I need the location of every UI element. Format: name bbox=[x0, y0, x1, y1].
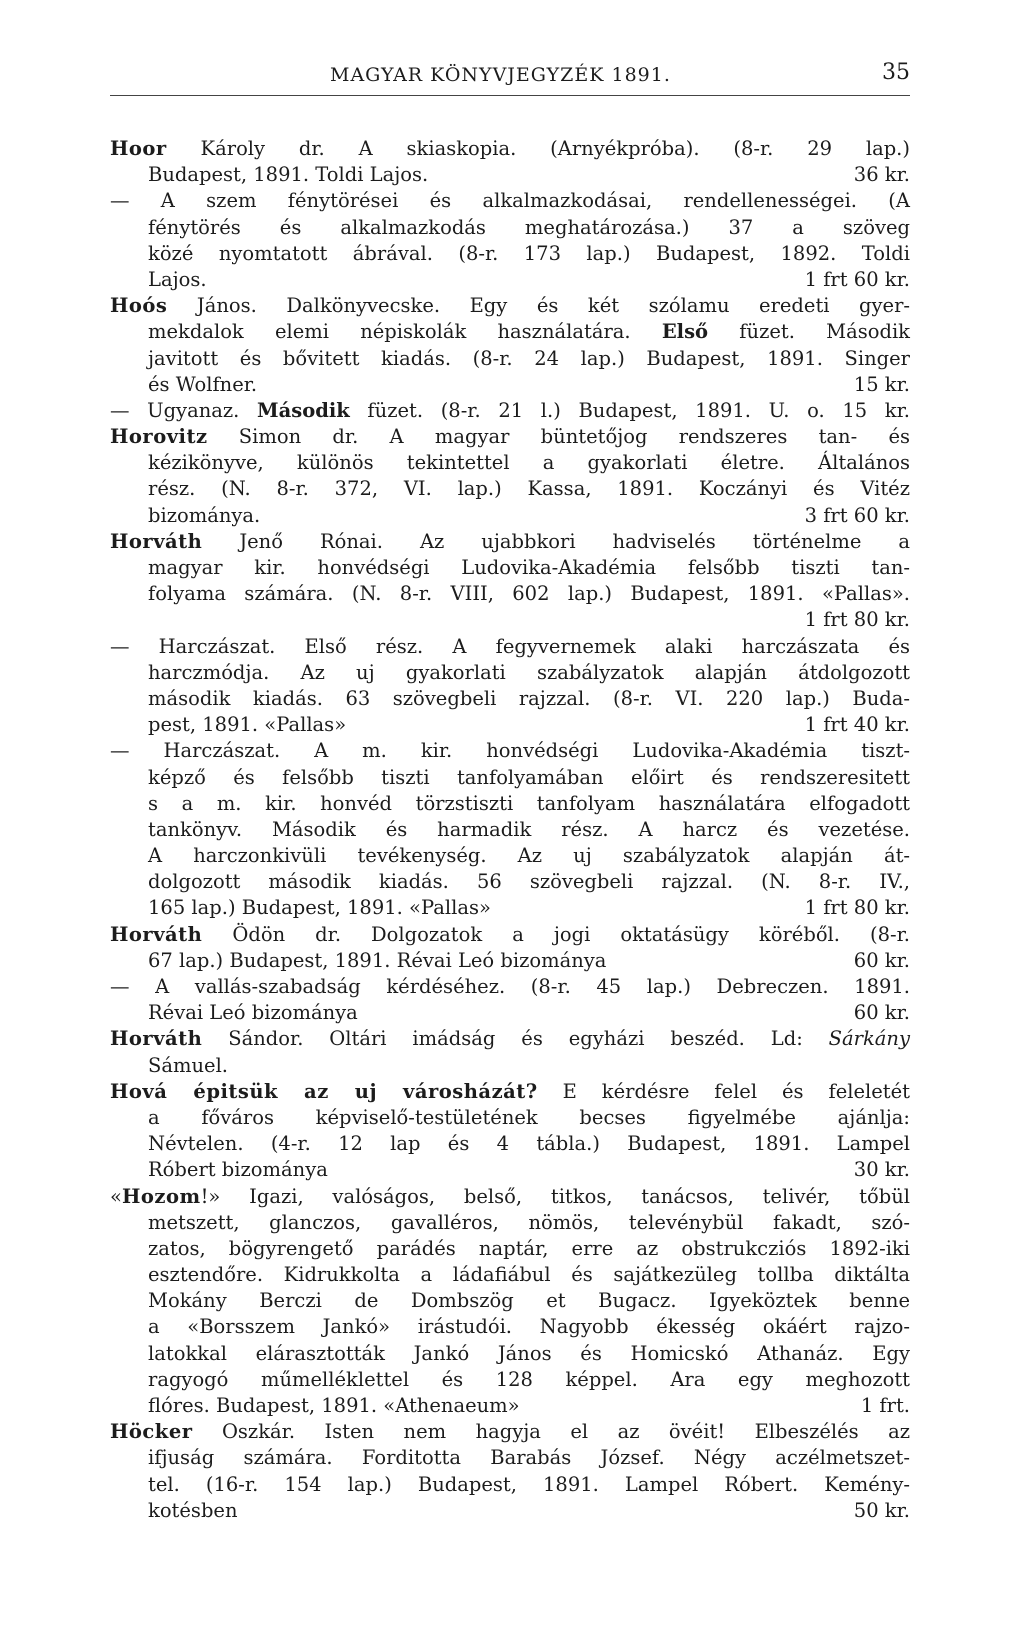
line-text bbox=[110, 1420, 910, 1443]
line-segment: Budapest, 1891. Toldi Lajos. bbox=[148, 163, 429, 187]
line-segment: tankönyv. Második és harmadik rész. A harcz és vezetése. bbox=[148, 817, 910, 841]
line-segment: javitott és bővitett kiadás. (8-r. 24 lap.) Budapest, 1891. Singer bbox=[148, 346, 910, 370]
line-text bbox=[148, 712, 346, 738]
entry-line bbox=[110, 712, 910, 738]
line-segment: metszett, glanczos, gavalléros, nömös, televénybül fakadt, szó- bbox=[148, 1210, 910, 1234]
line-text bbox=[148, 320, 910, 343]
line-segment: János. Dalkönyvecske. Egy és két szólamu eredeti gyer- bbox=[167, 294, 910, 318]
line-text bbox=[110, 1185, 910, 1208]
catalog-entry bbox=[110, 293, 910, 424]
line-segment: Második bbox=[257, 398, 350, 422]
line-text bbox=[148, 582, 910, 605]
entry-heading: Hozom bbox=[121, 1184, 201, 1208]
entry-line bbox=[110, 843, 910, 869]
line-text bbox=[110, 635, 910, 658]
line-segment: ragyogó műmelléklettel és 128 képpel. Ara egy meghozott bbox=[148, 1367, 910, 1391]
line-text bbox=[148, 870, 910, 893]
line-segment: — Harczászat. Első rész. A fegyvernemek alaki harczászata és bbox=[110, 634, 910, 658]
line-segment: flóres. Budapest, 1891. «Athenaeum» bbox=[148, 1394, 520, 1417]
line-segment: !» Igazi, valóságos, belső, titkos, tanácsos, telivér, tőbül bbox=[200, 1184, 910, 1208]
entry-line bbox=[110, 476, 910, 502]
catalog-entry bbox=[110, 1079, 910, 1184]
line-segment: Lajos. bbox=[148, 267, 207, 291]
line-segment: fénytörés és alkalmazkodás meghatározása.) 37 a szöveg bbox=[148, 215, 910, 239]
entry-line bbox=[110, 1314, 910, 1340]
entry-line bbox=[110, 162, 910, 188]
line-segment: rész. (N. 8-r. 372, VI. lap.) Kassa, 1891. Koczányi és Vitéz bbox=[148, 477, 910, 501]
entry-line bbox=[110, 1053, 910, 1079]
line-text bbox=[110, 975, 910, 998]
line-segment: Simon dr. A magyar büntetőjog rendszeres tan- és bbox=[207, 425, 910, 449]
catalog-entry bbox=[110, 1026, 910, 1078]
line-text bbox=[110, 530, 910, 553]
entry-line bbox=[110, 1472, 910, 1498]
entry-line bbox=[110, 241, 910, 267]
entry-line bbox=[110, 1393, 910, 1419]
line-segment: Sándor. Oltári imádság és egyházi beszéd. Ld: bbox=[202, 1027, 829, 1051]
line-text bbox=[148, 1132, 910, 1155]
line-segment: Oszkár. Isten nem hagyja el az övéit! Elbeszélés az bbox=[192, 1420, 910, 1444]
line-segment: Mokány Berczi de Dombszög et Bugacz. Igyeköztek benne bbox=[148, 1289, 910, 1313]
entry-line bbox=[110, 791, 910, 817]
line-text bbox=[148, 1289, 910, 1312]
line-text bbox=[148, 1106, 910, 1129]
line-text bbox=[148, 948, 606, 974]
entry-line bbox=[110, 1288, 910, 1314]
line-segment: Névtelen. (4-r. 12 lap és 4 tábla.) Budapest, 1891. Lampel bbox=[148, 1132, 910, 1156]
line-text bbox=[148, 1393, 520, 1419]
line-segment: folyama számára. (N. 8-r. VIII, 602 lap.) Budapest, 1891. «Pallas». bbox=[148, 582, 910, 606]
entry-line bbox=[110, 188, 910, 214]
entry-heading: Hoós bbox=[110, 294, 168, 318]
line-segment: Sámuel. bbox=[148, 1053, 229, 1077]
line-text bbox=[148, 556, 910, 579]
entry-line bbox=[110, 346, 910, 372]
catalog-entry bbox=[110, 424, 910, 529]
entry-line bbox=[110, 503, 910, 529]
entry-line bbox=[110, 765, 910, 791]
entry-line bbox=[110, 1419, 910, 1445]
line-text bbox=[110, 923, 910, 946]
line-segment: képző és felsőbb tiszti tanfolyamában előirt és rendszeresitett bbox=[148, 765, 910, 789]
line-segment: — Ugyanaz. bbox=[110, 398, 258, 422]
line-segment: füzet. Második bbox=[708, 320, 910, 344]
line-text bbox=[148, 242, 910, 265]
entry-heading: Horovitz bbox=[110, 425, 208, 449]
line-text bbox=[148, 1211, 910, 1234]
line-segment: ifjuság számára. Forditotta Barabás József. Négy aczélmetszet- bbox=[148, 1446, 910, 1470]
catalog-entry bbox=[110, 136, 910, 293]
line-segment: 67 lap.) Budapest, 1891. Révai Leó bizománya bbox=[148, 948, 607, 972]
entry-line bbox=[110, 895, 910, 921]
line-segment: pest, 1891. «Pallas» bbox=[148, 713, 347, 737]
entry-line bbox=[110, 529, 910, 555]
line-segment: kézikönyve, különös tekintettel a gyakorlati életre. Általános bbox=[148, 451, 910, 475]
line-text bbox=[148, 1315, 910, 1338]
entry-heading: Horváth bbox=[110, 1027, 203, 1051]
line-text bbox=[148, 1473, 910, 1496]
entry-line bbox=[110, 136, 910, 162]
entry-line bbox=[110, 948, 910, 974]
price: 1 frt. bbox=[860, 1394, 910, 1417]
entry-line bbox=[110, 581, 910, 607]
catalog-entry bbox=[110, 1184, 910, 1420]
price: 1 frt 80 kr. bbox=[804, 608, 910, 632]
entry-line bbox=[110, 974, 910, 1000]
entry-line bbox=[110, 1445, 910, 1471]
line-text bbox=[148, 1498, 238, 1524]
line-text bbox=[148, 372, 257, 398]
line-text bbox=[148, 477, 910, 500]
line-text bbox=[148, 895, 491, 921]
entry-line bbox=[110, 1184, 910, 1210]
line-text bbox=[148, 844, 910, 867]
line-segment: latokkal elárasztották Jankó János és Homicskó Athanáz. Egy bbox=[148, 1341, 910, 1365]
line-text bbox=[148, 1054, 228, 1077]
line-text bbox=[110, 294, 910, 317]
price: 15 kr. bbox=[853, 372, 910, 396]
line-segment: — Harczászat. A m. kir. honvédségi Ludovika-Akadémia tiszt- bbox=[110, 739, 910, 763]
page-number: 35 bbox=[882, 60, 910, 85]
line-text bbox=[148, 1446, 910, 1469]
entry-line bbox=[110, 319, 910, 345]
entry-line bbox=[110, 1210, 910, 1236]
entry-line bbox=[110, 555, 910, 581]
entry-line bbox=[110, 1079, 910, 1105]
line-segment: harczmódja. Az uj gyakorlati szabályzatok alapján átdolgozott bbox=[148, 660, 910, 684]
line-segment: magyar kir. honvédségi Ludovika-Akadémia felsőbb tiszti tan- bbox=[148, 556, 910, 579]
entry-line bbox=[110, 1498, 910, 1524]
line-segment: Révai Leó bizománya bbox=[148, 1001, 358, 1025]
entry-line bbox=[110, 607, 910, 633]
entry-line bbox=[110, 1000, 910, 1026]
line-segment: Első bbox=[661, 320, 709, 344]
entry-heading: Horváth bbox=[110, 529, 203, 553]
line-segment: Jenő Rónai. Az ujabbkori hadviselés történelme a bbox=[202, 529, 910, 553]
entry-line bbox=[110, 1105, 910, 1131]
line-segment: és Wolfner. bbox=[148, 372, 258, 396]
line-segment: dolgozott második kiadás. 56 szövegbeli rajzzal. (N. 8-r. IV., bbox=[148, 870, 910, 894]
entry-line bbox=[110, 398, 910, 424]
entry-line bbox=[110, 1341, 910, 1367]
entry-heading: Hoor bbox=[110, 137, 167, 160]
line-text bbox=[148, 1000, 358, 1026]
line-text bbox=[148, 347, 910, 370]
line-text bbox=[148, 818, 910, 841]
line-segment: Károly dr. A skiaskopia. (Arnyékpróba). (8-r. 29 lap.) bbox=[166, 137, 910, 160]
line-segment: 165 lap.) Budapest, 1891. «Pallas» bbox=[148, 896, 491, 920]
line-text bbox=[148, 661, 910, 684]
line-segment: a «Borsszem Jankó» irástudói. Nagyobb ékesség okáért rajzo- bbox=[148, 1315, 910, 1339]
catalog-entries bbox=[110, 136, 910, 1524]
line-text bbox=[148, 503, 260, 529]
line-text bbox=[110, 1027, 910, 1050]
entry-line bbox=[110, 450, 910, 476]
header-rule bbox=[110, 95, 910, 96]
line-segment: második kiadás. 63 szövegbeli rajzzal. (8-r. VI. 220 lap.) Buda- bbox=[148, 686, 910, 710]
entry-line bbox=[110, 922, 910, 948]
entry-line bbox=[110, 817, 910, 843]
price: 60 kr. bbox=[853, 1001, 910, 1025]
price: 1 frt 80 kr. bbox=[804, 896, 910, 920]
line-segment: — A szem fénytörései és alkalmazkodásai, rendellenességei. (A bbox=[110, 189, 910, 213]
entry-heading: Höcker bbox=[110, 1420, 193, 1444]
line-segment: Sárkány bbox=[828, 1027, 910, 1051]
price: 1 frt 40 kr. bbox=[804, 713, 910, 737]
entry-heading: Hová épitsük az uj városházát? bbox=[110, 1079, 538, 1103]
line-text bbox=[148, 267, 207, 293]
entry-line bbox=[110, 686, 910, 712]
page-header bbox=[110, 60, 910, 100]
line-segment: A harczonkivüli tevékenység. Az uj szabályzatok alapján át- bbox=[148, 844, 910, 868]
line-segment: « bbox=[110, 1184, 122, 1208]
line-text bbox=[148, 1342, 910, 1365]
line-segment: füzet. (8-r. 21 l.) Budapest, 1891. U. o. 15 kr. bbox=[349, 398, 910, 422]
price: 60 kr. bbox=[853, 948, 910, 972]
line-text bbox=[148, 766, 910, 789]
line-text bbox=[110, 739, 910, 762]
line-text bbox=[148, 1157, 328, 1183]
entry-line bbox=[110, 1236, 910, 1262]
line-text bbox=[110, 189, 910, 212]
line-segment: E kérdésre felel és feleletét bbox=[537, 1079, 911, 1103]
catalog-entry bbox=[110, 922, 910, 1027]
line-segment: kotésben bbox=[148, 1498, 238, 1522]
entry-line bbox=[110, 738, 910, 764]
entry-heading: Horváth bbox=[110, 922, 203, 946]
line-segment: közé nyomtatott ábrával. (8-r. 173 lap.) Budapest, 1892. Toldi bbox=[148, 241, 910, 265]
price: 1 frt 60 kr. bbox=[804, 267, 910, 291]
line-segment: mekdalok elemi népiskolák használatára. bbox=[148, 320, 662, 344]
line-text bbox=[110, 399, 910, 422]
line-segment: tel. (16-r. 154 lap.) Budapest, 1891. Lampel Róbert. Kemény- bbox=[148, 1472, 910, 1496]
line-text bbox=[148, 162, 428, 188]
line-text bbox=[110, 1080, 910, 1103]
line-text bbox=[148, 216, 910, 239]
entry-line bbox=[110, 293, 910, 319]
line-segment: esztendőre. Kidrukkolta a ládafiábul és sajátkezüleg tollba diktálta bbox=[148, 1263, 910, 1287]
line-text bbox=[148, 1368, 910, 1391]
entry-line bbox=[110, 1157, 910, 1183]
entry-line bbox=[110, 869, 910, 895]
catalog-entry bbox=[110, 529, 910, 922]
entry-line bbox=[110, 660, 910, 686]
line-segment: — A vallás-szabadság kérdéséhez. (8-r. 45 lap.) Debreczen. 1891. bbox=[110, 975, 910, 998]
price: 30 kr. bbox=[853, 1158, 910, 1182]
line-text bbox=[148, 792, 910, 815]
line-text bbox=[148, 687, 910, 710]
line-text bbox=[110, 137, 910, 160]
entry-line bbox=[110, 1026, 910, 1052]
line-text bbox=[148, 451, 910, 474]
price: 3 frt 60 kr. bbox=[804, 503, 910, 527]
line-segment: bizománya. bbox=[148, 503, 261, 527]
entry-line bbox=[110, 1367, 910, 1393]
line-segment: zatos, bögyrengető parádés naptár, erre az obstrukcziós 1892-iki bbox=[148, 1236, 910, 1260]
line-segment: Róbert bizománya bbox=[148, 1158, 328, 1182]
line-text bbox=[148, 1263, 910, 1286]
line-text bbox=[148, 1237, 910, 1260]
entry-line bbox=[110, 1131, 910, 1157]
running-title: MAGYAR KÖNYVJEGYZÉK 1891. bbox=[330, 64, 671, 86]
entry-line bbox=[110, 424, 910, 450]
entry-line bbox=[110, 267, 910, 293]
line-text bbox=[110, 425, 910, 448]
line-segment: Ödön dr. Dolgozatok a jogi oktatásügy köréből. (8-r. bbox=[202, 922, 910, 946]
entry-line bbox=[110, 634, 910, 660]
entry-line bbox=[110, 1262, 910, 1288]
price: 50 kr. bbox=[853, 1498, 910, 1522]
line-segment: s a m. kir. honvéd törzstiszti tanfolyam használatára elfogadott bbox=[148, 791, 910, 815]
line-segment: a főváros képviselő-testületének becses figyelmébe ajánlja: bbox=[148, 1105, 910, 1129]
entry-line bbox=[110, 215, 910, 241]
catalog-entry bbox=[110, 1419, 910, 1524]
entry-line bbox=[110, 372, 910, 398]
price: 36 kr. bbox=[853, 163, 910, 187]
